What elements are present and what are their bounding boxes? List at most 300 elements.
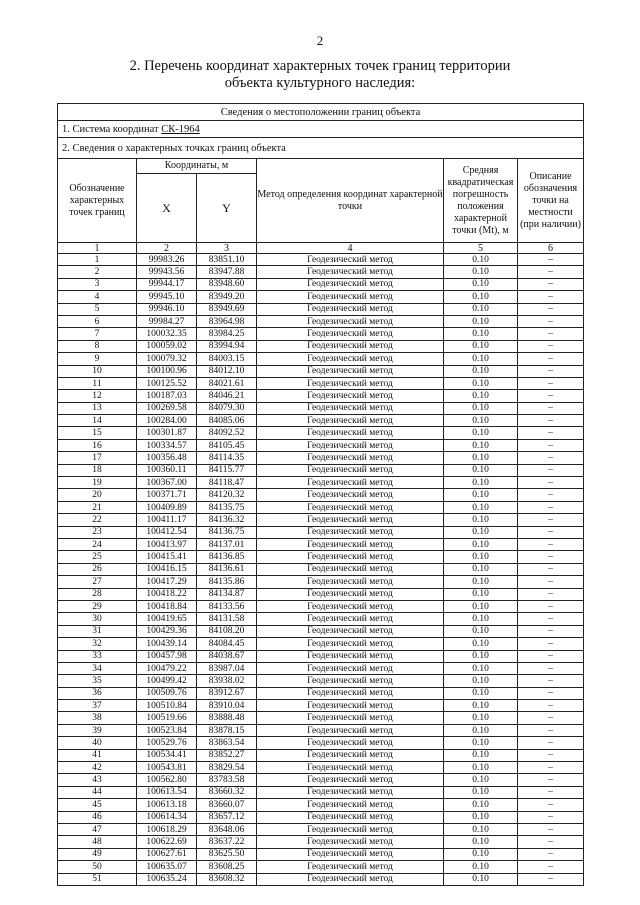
cell-point-number: 50 — [58, 861, 137, 873]
cell-y: 83608.32 — [197, 873, 257, 885]
cell-description: – — [518, 477, 584, 489]
table-row — [58, 774, 584, 786]
cell-point-number: 14 — [58, 415, 137, 427]
cell-description: – — [518, 390, 584, 402]
cell-method: Геодезический метод — [257, 675, 444, 687]
cell-y: 83964.98 — [197, 315, 257, 327]
table-row — [58, 576, 584, 588]
cell-x: 100622.69 — [137, 836, 197, 848]
cell-x: 100429.36 — [137, 625, 197, 637]
cell-method: Геодезический метод — [257, 353, 444, 365]
cell-error: 0.10 — [444, 315, 518, 327]
cell-y: 84038.67 — [197, 650, 257, 662]
cell-description: – — [518, 600, 584, 612]
cell-method: Геодезический метод — [257, 538, 444, 550]
table-row — [58, 638, 584, 650]
cell-x: 100371.71 — [137, 489, 197, 501]
cell-point-number: 48 — [58, 836, 137, 848]
table-row — [58, 439, 584, 451]
cell-description: – — [518, 737, 584, 749]
cell-y: 84136.61 — [197, 563, 257, 575]
cell-method: Геодезический метод — [257, 291, 444, 303]
coordinates-table-wrapper — [57, 103, 583, 886]
cell-x: 99946.10 — [137, 303, 197, 315]
cell-point-number: 44 — [58, 786, 137, 798]
table-row — [58, 749, 584, 761]
cell-method: Геодезический метод — [257, 662, 444, 674]
cell-x: 100187.03 — [137, 390, 197, 402]
cell-point-number: 49 — [58, 848, 137, 860]
cell-x: 100415.41 — [137, 551, 197, 563]
cell-method: Геодезический метод — [257, 724, 444, 736]
table-row — [58, 563, 584, 575]
cell-description: – — [518, 452, 584, 464]
cell-point-number: 16 — [58, 439, 137, 451]
table-body — [58, 254, 584, 886]
cell-description: – — [518, 861, 584, 873]
cell-y: 83948.60 — [197, 278, 257, 290]
table-row — [58, 873, 584, 885]
cell-y: 84108.20 — [197, 625, 257, 637]
cell-error: 0.10 — [444, 576, 518, 588]
cell-point-number: 12 — [58, 390, 137, 402]
header-description: Описание обозначения точки на местности (при наличии) — [518, 159, 584, 243]
cell-description: – — [518, 650, 584, 662]
cell-error: 0.10 — [444, 650, 518, 662]
cell-point-number: 11 — [58, 377, 137, 389]
cell-description: – — [518, 799, 584, 811]
cell-method: Геодезический метод — [257, 712, 444, 724]
cell-error: 0.10 — [444, 477, 518, 489]
cell-point-number: 31 — [58, 625, 137, 637]
cell-x: 100510.84 — [137, 700, 197, 712]
cell-x: 100100.96 — [137, 365, 197, 377]
cell-error: 0.10 — [444, 526, 518, 538]
cell-error: 0.10 — [444, 749, 518, 761]
cell-method: Геодезический метод — [257, 848, 444, 860]
cell-description: – — [518, 588, 584, 600]
cell-method: Геодезический метод — [257, 377, 444, 389]
cell-error: 0.10 — [444, 439, 518, 451]
table-row — [58, 662, 584, 674]
cell-description: – — [518, 365, 584, 377]
cell-x: 100562.80 — [137, 774, 197, 786]
table-row — [58, 514, 584, 526]
cell-y: 84115.77 — [197, 464, 257, 476]
table-row — [58, 291, 584, 303]
cell-error: 0.10 — [444, 291, 518, 303]
header-coordinates: Координаты, м — [137, 159, 257, 174]
cell-error: 0.10 — [444, 489, 518, 501]
cell-y: 83625.50 — [197, 848, 257, 860]
cell-error: 0.10 — [444, 328, 518, 340]
cell-y: 84135.75 — [197, 501, 257, 513]
cell-description: – — [518, 439, 584, 451]
cell-x: 100413.97 — [137, 538, 197, 550]
cell-point-number: 39 — [58, 724, 137, 736]
table-row — [58, 303, 584, 315]
column-number: 1 — [58, 243, 137, 254]
document-title — [60, 58, 580, 92]
column-number: 4 — [257, 243, 444, 254]
cell-description: – — [518, 563, 584, 575]
cell-description: – — [518, 315, 584, 327]
cell-error: 0.10 — [444, 613, 518, 625]
cell-error: 0.10 — [444, 737, 518, 749]
cell-y: 83829.54 — [197, 762, 257, 774]
cell-point-number: 1 — [58, 254, 137, 266]
cell-description: – — [518, 762, 584, 774]
cell-y: 83949.69 — [197, 303, 257, 315]
cell-x: 100529.76 — [137, 737, 197, 749]
cell-x: 99984.27 — [137, 315, 197, 327]
cell-error: 0.10 — [444, 638, 518, 650]
cell-y: 84136.32 — [197, 514, 257, 526]
table-row — [58, 377, 584, 389]
cell-method: Геодезический метод — [257, 266, 444, 278]
table-row — [58, 340, 584, 352]
cell-y: 84136.75 — [197, 526, 257, 538]
cell-error: 0.10 — [444, 415, 518, 427]
cell-x: 100613.54 — [137, 786, 197, 798]
cell-method: Геодезический метод — [257, 650, 444, 662]
cell-description: – — [518, 489, 584, 501]
cell-method: Геодезический метод — [257, 402, 444, 414]
cell-y: 83984.25 — [197, 328, 257, 340]
cell-y: 84085.06 — [197, 415, 257, 427]
cell-error: 0.10 — [444, 861, 518, 873]
cell-y: 83912.67 — [197, 687, 257, 699]
cell-point-number: 21 — [58, 501, 137, 513]
cell-description: – — [518, 538, 584, 550]
cell-y: 84114.35 — [197, 452, 257, 464]
cell-x: 100523.84 — [137, 724, 197, 736]
table-row — [58, 811, 584, 823]
cell-point-number: 33 — [58, 650, 137, 662]
cell-point-number: 28 — [58, 588, 137, 600]
cell-x: 100079.32 — [137, 353, 197, 365]
table-row — [58, 650, 584, 662]
cell-x: 100534.41 — [137, 749, 197, 761]
cell-error: 0.10 — [444, 724, 518, 736]
cell-x: 100418.84 — [137, 600, 197, 612]
header-error: Средняя квадратическая погрешность положения характерной точки (Mt), м — [444, 159, 518, 243]
cell-x: 100417.29 — [137, 576, 197, 588]
cell-x: 100301.87 — [137, 427, 197, 439]
table-row — [58, 415, 584, 427]
cell-error: 0.10 — [444, 600, 518, 612]
cell-y: 84079.30 — [197, 402, 257, 414]
cell-error: 0.10 — [444, 563, 518, 575]
header-x: X — [137, 174, 197, 243]
cell-y: 83608.25 — [197, 861, 257, 873]
cell-point-number: 7 — [58, 328, 137, 340]
cell-description: – — [518, 786, 584, 798]
cell-y: 83938.02 — [197, 675, 257, 687]
cell-point-number: 46 — [58, 811, 137, 823]
table-row — [58, 737, 584, 749]
cell-method: Геодезический метод — [257, 390, 444, 402]
cell-description: – — [518, 377, 584, 389]
cell-point-number: 41 — [58, 749, 137, 761]
cell-x: 100416.15 — [137, 563, 197, 575]
table-row — [58, 328, 584, 340]
cell-description: – — [518, 873, 584, 885]
cell-description: – — [518, 638, 584, 650]
table-row — [58, 588, 584, 600]
cell-x: 100412.54 — [137, 526, 197, 538]
cell-method: Геодезический метод — [257, 365, 444, 377]
table-row — [58, 402, 584, 414]
cell-error: 0.10 — [444, 823, 518, 835]
cell-point-number: 3 — [58, 278, 137, 290]
table-row — [58, 836, 584, 848]
table-row — [58, 315, 584, 327]
cell-x: 100635.24 — [137, 873, 197, 885]
cell-point-number: 4 — [58, 291, 137, 303]
table-row — [58, 712, 584, 724]
section-title: Сведения о местоположении границ объекта — [58, 104, 584, 121]
cell-method: Геодезический метод — [257, 836, 444, 848]
cell-point-number: 29 — [58, 600, 137, 612]
title-line-2: объекта культурного наследия: — [224, 75, 416, 91]
table-row — [58, 278, 584, 290]
cell-y: 83783.58 — [197, 774, 257, 786]
cell-description: – — [518, 464, 584, 476]
table-row — [58, 551, 584, 563]
cell-method: Геодезический метод — [257, 489, 444, 501]
cell-description: – — [518, 340, 584, 352]
cell-y: 83660.32 — [197, 786, 257, 798]
cell-y: 83660.07 — [197, 799, 257, 811]
cell-x: 100059.02 — [137, 340, 197, 352]
cell-method: Геодезический метод — [257, 415, 444, 427]
cell-description: – — [518, 848, 584, 860]
cell-method: Геодезический метод — [257, 340, 444, 352]
cell-point-number: 25 — [58, 551, 137, 563]
cell-x: 99983.26 — [137, 254, 197, 266]
cell-y: 84131.58 — [197, 613, 257, 625]
cell-error: 0.10 — [444, 700, 518, 712]
cell-method: Геодезический метод — [257, 254, 444, 266]
cell-description: – — [518, 724, 584, 736]
table-row — [58, 353, 584, 365]
cell-error: 0.10 — [444, 353, 518, 365]
cell-description: – — [518, 328, 584, 340]
cell-x: 100613.18 — [137, 799, 197, 811]
cell-error: 0.10 — [444, 848, 518, 860]
cell-y: 83863.54 — [197, 737, 257, 749]
cell-x: 100367.00 — [137, 477, 197, 489]
cell-error: 0.10 — [444, 402, 518, 414]
cell-error: 0.10 — [444, 762, 518, 774]
cell-y: 84084.45 — [197, 638, 257, 650]
cell-y: 83648.06 — [197, 823, 257, 835]
cell-error: 0.10 — [444, 873, 518, 885]
table-row — [58, 861, 584, 873]
column-number: 5 — [444, 243, 518, 254]
cell-error: 0.10 — [444, 712, 518, 724]
cell-method: Геодезический метод — [257, 799, 444, 811]
cell-x: 100479.22 — [137, 662, 197, 674]
cell-x: 100409.89 — [137, 501, 197, 513]
cell-error: 0.10 — [444, 675, 518, 687]
column-number: 2 — [137, 243, 197, 254]
table-row — [58, 538, 584, 550]
cell-point-number: 40 — [58, 737, 137, 749]
cell-x: 100032.35 — [137, 328, 197, 340]
cell-method: Геодезический метод — [257, 576, 444, 588]
table-row — [58, 724, 584, 736]
cell-description: – — [518, 675, 584, 687]
coordinates-table — [57, 103, 584, 886]
page-number: 2 — [316, 33, 324, 48]
cell-method: Геодезический метод — [257, 638, 444, 650]
cell-method: Геодезический метод — [257, 501, 444, 513]
cell-error: 0.10 — [444, 799, 518, 811]
cell-x: 99945.10 — [137, 291, 197, 303]
cell-y: 83637.22 — [197, 836, 257, 848]
table-row — [58, 526, 584, 538]
column-numbers-row — [58, 243, 584, 254]
cell-description: – — [518, 774, 584, 786]
cell-method: Геодезический метод — [257, 464, 444, 476]
table-row — [58, 823, 584, 835]
cell-point-number: 20 — [58, 489, 137, 501]
cell-description: – — [518, 625, 584, 637]
cell-error: 0.10 — [444, 501, 518, 513]
cell-description: – — [518, 823, 584, 835]
cell-y: 83949.20 — [197, 291, 257, 303]
cell-x: 100334.57 — [137, 439, 197, 451]
cell-method: Геодезический метод — [257, 861, 444, 873]
cell-point-number: 17 — [58, 452, 137, 464]
cell-error: 0.10 — [444, 514, 518, 526]
cell-description: – — [518, 402, 584, 414]
cell-method: Геодезический метод — [257, 873, 444, 885]
cell-x: 100635.07 — [137, 861, 197, 873]
cell-y: 84092.52 — [197, 427, 257, 439]
cell-y: 83888.48 — [197, 712, 257, 724]
cell-point-number: 30 — [58, 613, 137, 625]
cell-y: 84021.61 — [197, 377, 257, 389]
cell-x: 100519.66 — [137, 712, 197, 724]
cell-description: – — [518, 278, 584, 290]
cell-description: – — [518, 662, 584, 674]
cell-point-number: 45 — [58, 799, 137, 811]
cell-y: 84003.15 — [197, 353, 257, 365]
cell-y: 84118.47 — [197, 477, 257, 489]
cell-error: 0.10 — [444, 786, 518, 798]
cell-y: 83987.04 — [197, 662, 257, 674]
cell-y: 84137.01 — [197, 538, 257, 550]
cell-method: Геодезический метод — [257, 762, 444, 774]
cell-error: 0.10 — [444, 774, 518, 786]
cell-error: 0.10 — [444, 452, 518, 464]
cell-error: 0.10 — [444, 365, 518, 377]
cell-y: 84135.86 — [197, 576, 257, 588]
cell-point-number: 38 — [58, 712, 137, 724]
table-row — [58, 501, 584, 513]
cell-point-number: 9 — [58, 353, 137, 365]
table-row — [58, 700, 584, 712]
cell-x: 100627.61 — [137, 848, 197, 860]
cell-description: – — [518, 526, 584, 538]
cell-y: 84046.21 — [197, 390, 257, 402]
cell-method: Геодезический метод — [257, 439, 444, 451]
cell-error: 0.10 — [444, 303, 518, 315]
cell-point-number: 27 — [58, 576, 137, 588]
cell-error: 0.10 — [444, 687, 518, 699]
cell-point-number: 15 — [58, 427, 137, 439]
cell-method: Геодезический метод — [257, 551, 444, 563]
cell-description: – — [518, 836, 584, 848]
cell-y: 83947.88 — [197, 266, 257, 278]
cell-y: 83851.10 — [197, 254, 257, 266]
column-number: 6 — [518, 243, 584, 254]
table-row — [58, 365, 584, 377]
cell-x: 100269.58 — [137, 402, 197, 414]
cell-method: Геодезический метод — [257, 452, 444, 464]
cell-x: 100125.52 — [137, 377, 197, 389]
cell-error: 0.10 — [444, 464, 518, 476]
cell-method: Геодезический метод — [257, 563, 444, 575]
cell-description: – — [518, 303, 584, 315]
cell-error: 0.10 — [444, 278, 518, 290]
cell-method: Геодезический метод — [257, 427, 444, 439]
table-row — [58, 762, 584, 774]
cell-method: Геодезический метод — [257, 328, 444, 340]
cell-description: – — [518, 514, 584, 526]
cell-description: – — [518, 266, 584, 278]
cell-method: Геодезический метод — [257, 278, 444, 290]
cell-error: 0.10 — [444, 390, 518, 402]
table-row — [58, 266, 584, 278]
cell-method: Геодезический метод — [257, 613, 444, 625]
cell-description: – — [518, 427, 584, 439]
cell-point-number: 13 — [58, 402, 137, 414]
table-row — [58, 489, 584, 501]
cell-x: 99944.17 — [137, 278, 197, 290]
cell-point-number: 26 — [58, 563, 137, 575]
cell-method: Геодезический метод — [257, 600, 444, 612]
cell-x: 99943.56 — [137, 266, 197, 278]
cell-point-number: 47 — [58, 823, 137, 835]
table-row — [58, 452, 584, 464]
cell-point-number: 32 — [58, 638, 137, 650]
cell-method: Геодезический метод — [257, 774, 444, 786]
cell-y: 84012.10 — [197, 365, 257, 377]
cell-point-number: 43 — [58, 774, 137, 786]
points-heading: 2. Сведения о характерных точках границ объекта — [58, 138, 584, 159]
cell-error: 0.10 — [444, 377, 518, 389]
table-row — [58, 799, 584, 811]
cell-y: 84120.32 — [197, 489, 257, 501]
cell-point-number: 5 — [58, 303, 137, 315]
table-row — [58, 390, 584, 402]
cell-description: – — [518, 415, 584, 427]
cell-point-number: 8 — [58, 340, 137, 352]
cell-error: 0.10 — [444, 551, 518, 563]
cell-description: – — [518, 613, 584, 625]
header-method: Метод определения координат характерной точки — [257, 159, 444, 243]
cell-x: 100543.81 — [137, 762, 197, 774]
cell-y: 83910.04 — [197, 700, 257, 712]
table-row — [58, 600, 584, 612]
cell-error: 0.10 — [444, 266, 518, 278]
cell-point-number: 24 — [58, 538, 137, 550]
cell-method: Геодезический метод — [257, 700, 444, 712]
